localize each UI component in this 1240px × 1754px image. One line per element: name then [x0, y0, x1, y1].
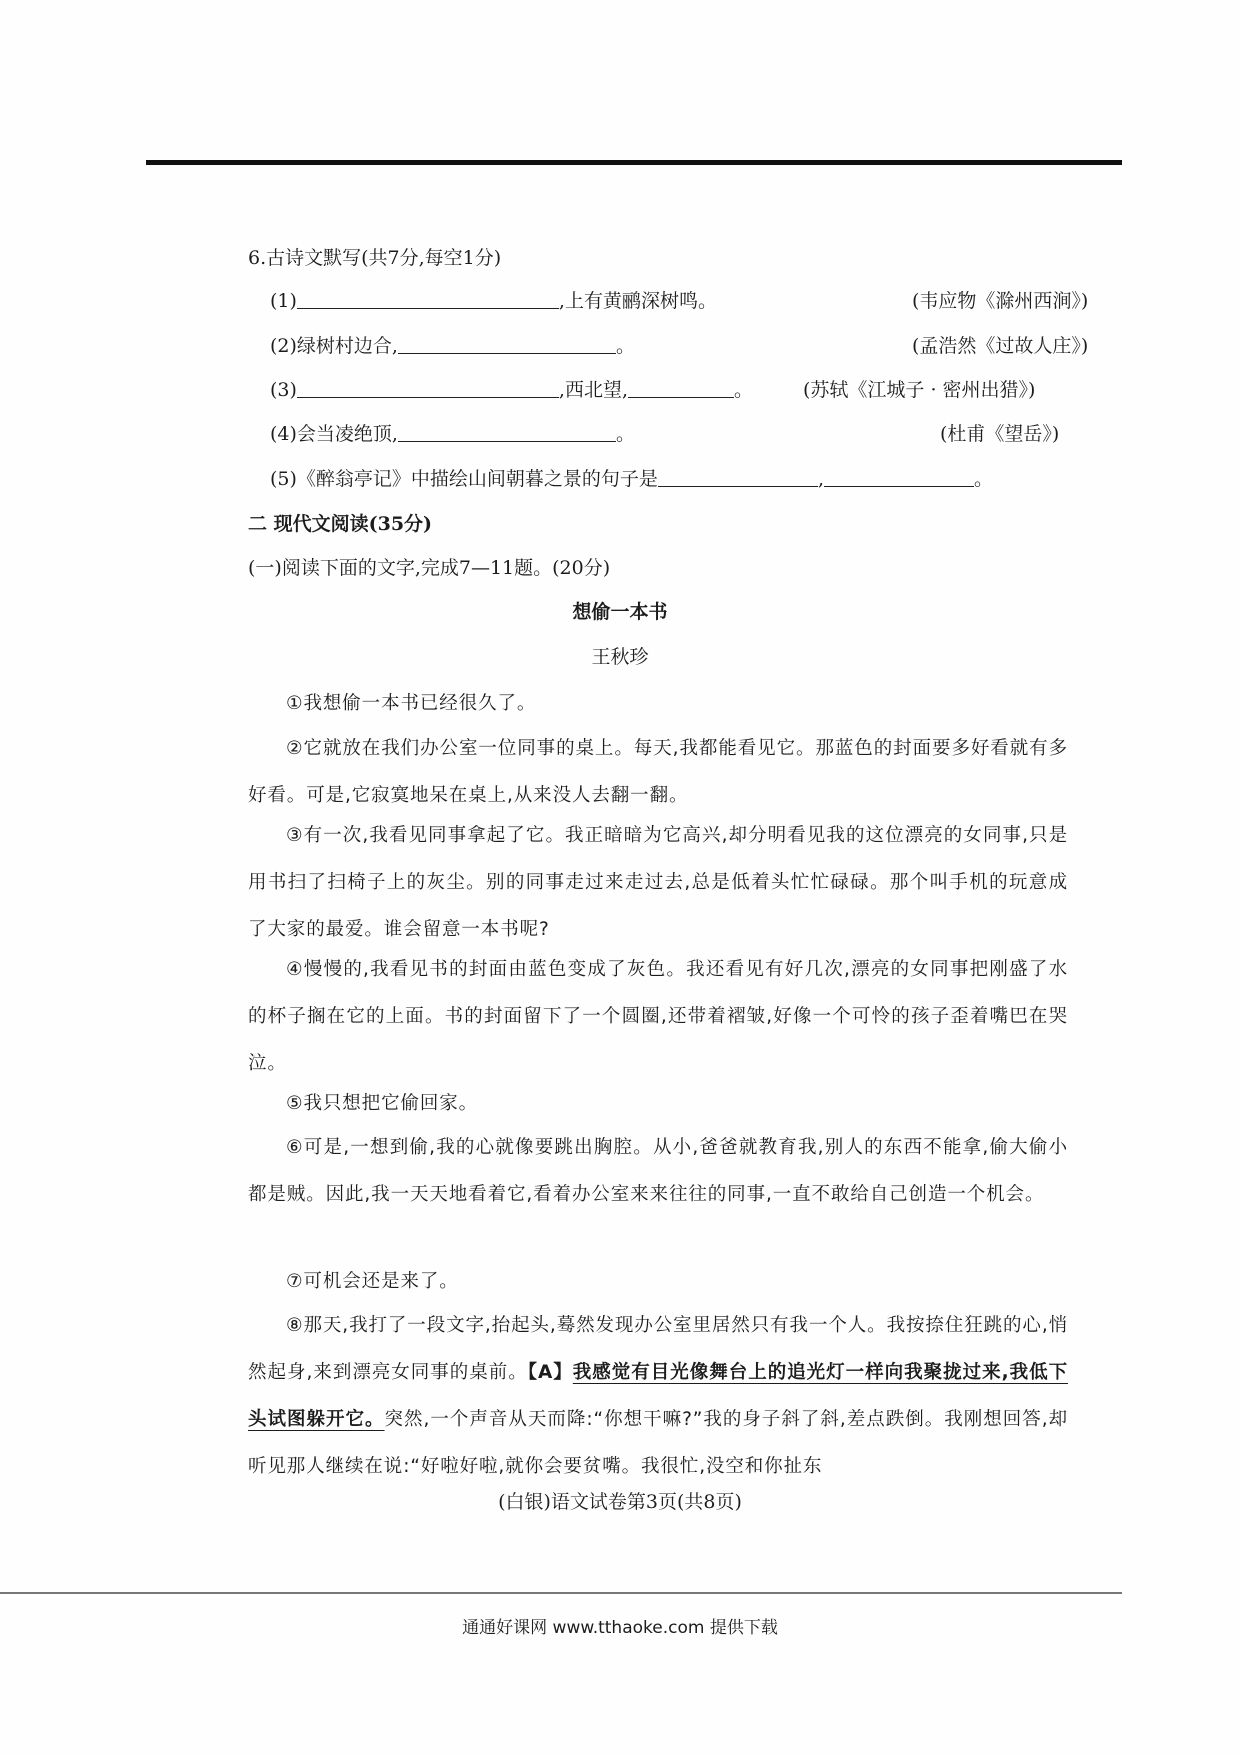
- answer-blank[interactable]: [297, 288, 559, 309]
- paragraph-7: ⑦可机会还是来了。: [286, 1271, 459, 1292]
- question-6-item-3: [270, 376, 1240, 404]
- paragraph-2: ②它就放在我们办公室一位同事的桌上。每天,我都能看见它。那蓝色的封面要多好看就有多好看。可是,它寂寞地呆在桌上,从来没人去翻一翻。: [248, 738, 1068, 806]
- paragraph-6: ⑥可是,一想到偷,我的心就像要跳出胸腔。从小,爸爸就教育我,别人的东西不能拿,偷大偷小都是贼。因此,我一天天地看着它,看着办公室来来往往的同事,一直不敢给自己创造一个机会。: [248, 1137, 1068, 1205]
- annotation-marker-a: 【A】: [527, 1362, 573, 1383]
- top-rule: [146, 160, 1122, 165]
- paragraph-3: ③有一次,我看见同事拿起了它。我正暗暗为它高兴,却分明看见我的这位漂亮的女同事,只是用书扫了扫椅子上的灰尘。别的同事走过来走过去,总是低着头忙忙碌碌。那个叫手机的玩意成了大家的最爱。谁会留意一本书呢?: [248, 825, 1068, 940]
- item-text: ,西北望,: [558, 379, 629, 401]
- question-6-item-1: [270, 287, 1240, 315]
- paragraph-4: ④慢慢的,我看见书的封面由蓝色变成了灰色。我还看见有好几次,漂亮的女同事把刚盛了水的杯子搁在它的上面。书的封面留下了一个圆圈,还带着褶皱,好像一个可怜的孩子歪着嘴巴在哭泣。: [248, 959, 1068, 1074]
- item-text: ,上有黄鹂深树鸣。: [558, 290, 717, 312]
- question-6-item-2: [270, 332, 1240, 360]
- answer-blank[interactable]: [398, 421, 616, 442]
- item-text: 会当凌绝顶,: [296, 423, 398, 445]
- item-text: 绿树村边合,: [296, 335, 398, 357]
- question-6-item-4: [270, 420, 1240, 448]
- answer-blank[interactable]: [297, 377, 559, 398]
- question-6-item-5: [270, 465, 1240, 493]
- item-text: 《醉翁亭记》中描绘山间朝暮之景的句子是: [296, 468, 658, 490]
- item-number: (4): [270, 423, 297, 445]
- page-footer: (白银)语文试卷第3页(共8页): [498, 1491, 742, 1513]
- section-2-title: 二 现代文阅读(35分): [248, 513, 433, 535]
- item-text-end: 。: [973, 468, 993, 490]
- source-4: (杜甫《望岳》): [940, 423, 1060, 445]
- item-number: (1): [270, 290, 297, 312]
- underlined-sentence-a: 我感觉有目光像舞台上的追光灯一样向我聚拢过来,我低下头试图躲开它。: [248, 1362, 1068, 1430]
- item-separator: ,: [817, 468, 824, 490]
- paragraph-1: ①我想偷一本书已经很久了。: [286, 693, 537, 714]
- answer-blank[interactable]: [398, 333, 616, 354]
- source-1: (韦应物《滁州西涧》): [912, 290, 1089, 312]
- paragraph-8-continuation: 突然,一个声音从天而降:“你想干嘛?”我的身子斜了斜,差点跌倒。我刚想回答,却听见那人继续在说:“好啦好啦,就你会要贫嘴。我很忙,没空和你扯东: [248, 1409, 1068, 1477]
- answer-blank[interactable]: [658, 466, 818, 487]
- item-text-end: 。: [615, 335, 635, 357]
- watermark: 通通好课网 www.tthaoke.com 提供下载: [462, 1618, 778, 1638]
- answer-blank[interactable]: [628, 377, 734, 398]
- source-2: (孟浩然《过故人庄》): [912, 335, 1089, 357]
- item-text-end: 。: [615, 423, 635, 445]
- answer-blank[interactable]: [824, 466, 974, 487]
- item-number: (2): [270, 335, 297, 357]
- item-text-end: 。: [734, 379, 754, 401]
- item-number: (5): [270, 468, 297, 490]
- paragraph-8-text: ⑧那天,我打了一段文字,抬起头,蓦然发现办公室里居然只有我一个人。我按捺住狂跳的心,悄然起身,来到漂亮女同事的桌前。: [248, 1315, 1068, 1383]
- source-3: (苏轼《江城子 · 密州出猎》): [803, 379, 1036, 401]
- paragraph-5: ⑤我只想把它偷回家。: [286, 1093, 479, 1114]
- paragraph-8: [248, 1302, 1068, 1490]
- question-6-title: 6.古诗文默写(共7分,每空1分): [248, 247, 502, 269]
- section-2-subtitle: (一)阅读下面的文字,完成7—11题。(20分): [248, 557, 611, 579]
- article-author: 王秋珍: [591, 646, 649, 668]
- article-title: 想偷一本书: [572, 601, 668, 623]
- item-number: (3): [270, 379, 297, 401]
- bottom-rule: [0, 1592, 1122, 1594]
